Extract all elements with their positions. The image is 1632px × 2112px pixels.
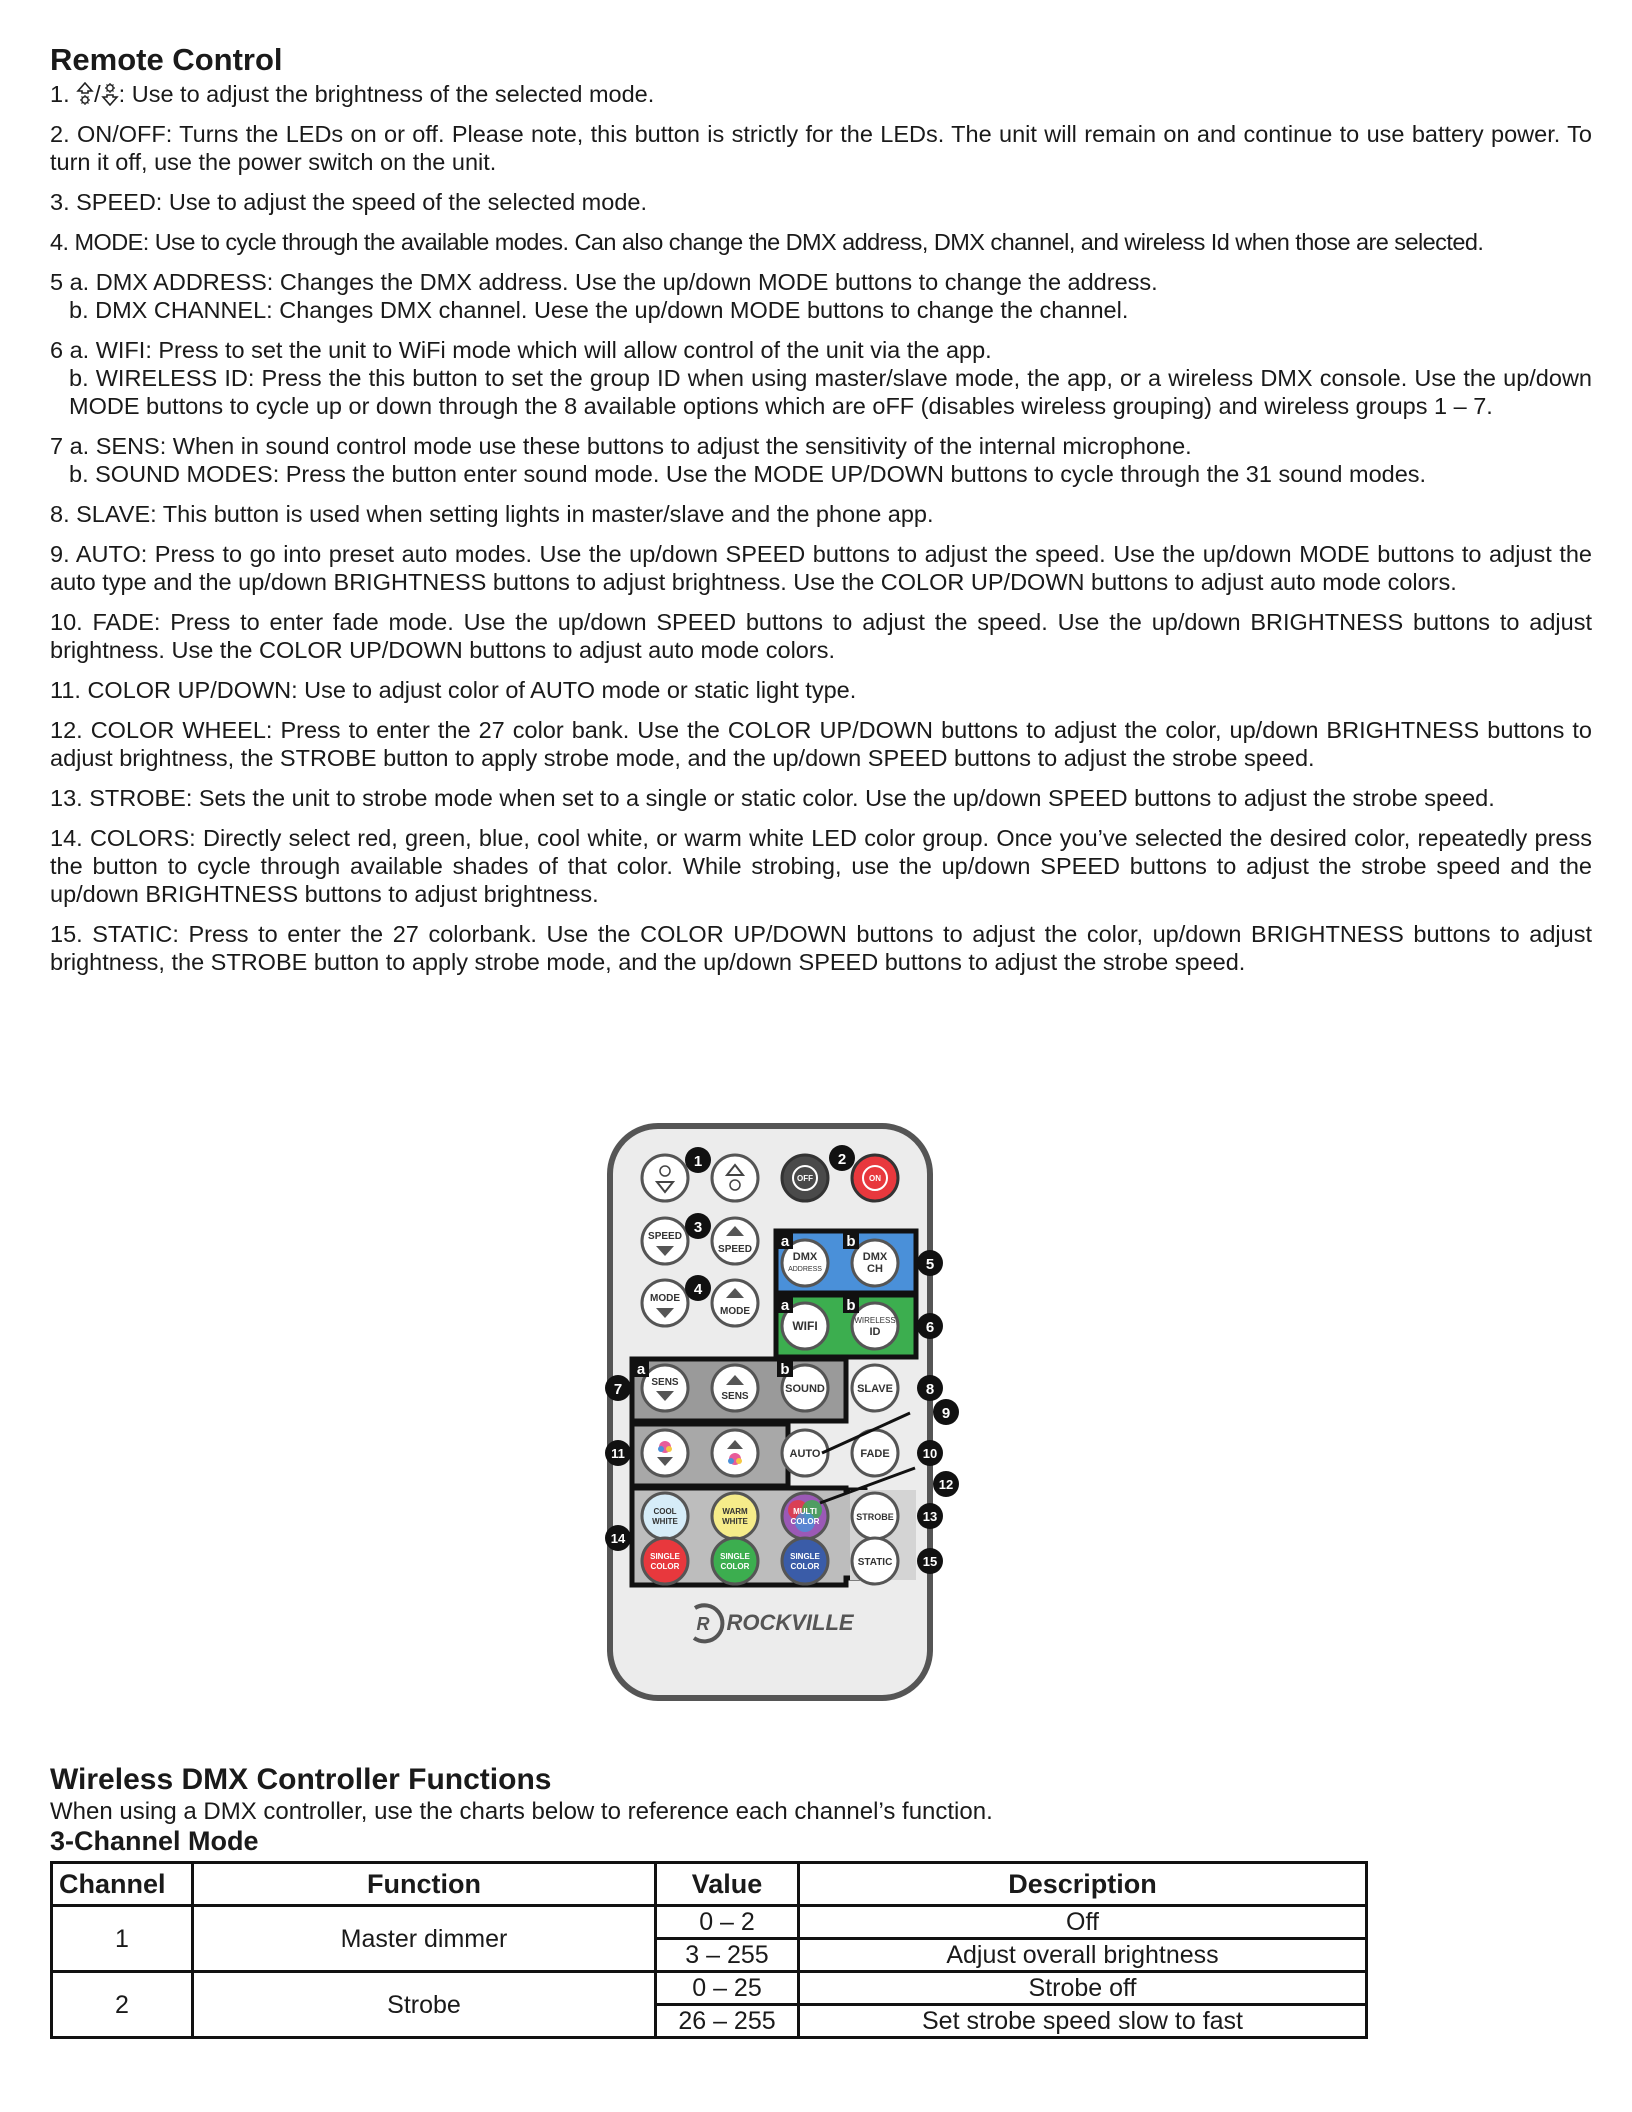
callout-13 [917, 1503, 943, 1529]
list-item-5a: 5 a. DMX ADDRESS: Changes the DMX address. Use the up/down MODE buttons to change the address. [50, 269, 1158, 295]
list-item-5 [50, 268, 1592, 324]
single-green-button[interactable] [712, 1538, 758, 1584]
svg-text:11: 11 [611, 1446, 625, 1461]
svg-text:WHITE: WHITE [652, 1517, 678, 1526]
list-item-3: 3. SPEED: Use to adjust the speed of the selected mode. [50, 189, 647, 215]
list-item-13: 13. STROBE: Sets the unit to strobe mode when set to a single or static color. Use the up/down SPEED buttons to adjust the strobe speed. [50, 785, 1495, 811]
svg-text:SPEED: SPEED [718, 1244, 752, 1255]
list-item-6b: b. WIRELESS ID: Press the this button to set the group ID when using master/slave mode, the app, or a wireless DMX console. Use the up/down MODE buttons to cycle up or down through the 8 available options which are oFF (disables wireless grouping) and wireless groups 1 – 7. [69, 365, 1592, 419]
cell-function: Master dimmer [193, 1906, 656, 1972]
header-function: Function [193, 1863, 656, 1906]
svg-text:14: 14 [610, 1531, 626, 1546]
svg-text:OFF: OFF [797, 1174, 813, 1183]
tag-5b: b [846, 1233, 856, 1250]
cell-description: Set strobe speed slow to fast [799, 2005, 1367, 2038]
list-item-2: 2. ON/OFF: Turns the LEDs on or off. Please note, this button is strictly for the LEDs. The unit will remain on and continue to use battery power. To turn it off, use the power switch on the unit. [50, 121, 1592, 175]
header-value: Value [656, 1863, 799, 1906]
table-header-row [52, 1863, 1367, 1906]
callout-8 [917, 1375, 943, 1401]
svg-text:2: 2 [837, 1151, 847, 1168]
callout-5 [917, 1250, 943, 1276]
cell-description: Strobe off [799, 1972, 1367, 2005]
svg-text:ADDRESS: ADDRESS [788, 1266, 822, 1273]
brightness-down-icon [101, 82, 119, 106]
mode-title: 3-Channel Mode [50, 1826, 259, 1856]
svg-text:7: 7 [613, 1381, 623, 1398]
brightness-up-icon [76, 82, 94, 106]
cell-description: Off [799, 1906, 1367, 1939]
remote-diagram [580, 1108, 980, 1718]
cell-value: 26 – 255 [656, 2005, 799, 2038]
table-row [52, 1906, 1367, 1939]
list-item-7b: b. SOUND MODES: Press the button enter sound mode. Use the MODE UP/DOWN buttons to cycle through the 31 sound modes. [69, 461, 1427, 487]
svg-text:WIRELESS: WIRELESS [854, 1316, 896, 1325]
svg-text:MULTI: MULTI [793, 1507, 817, 1516]
color-down-button[interactable] [642, 1430, 688, 1476]
cell-description: Adjust overall brightness [799, 1939, 1367, 1972]
svg-text:6: 6 [925, 1319, 935, 1336]
svg-text:3: 3 [693, 1219, 703, 1236]
svg-text:SPEED: SPEED [648, 1231, 682, 1242]
single-red-button[interactable] [642, 1538, 688, 1584]
list-item-5b: b. DMX CHANNEL: Changes DMX channel. Uese the up/down MODE buttons to change the channel. [69, 297, 1129, 323]
cell-channel: 1 [52, 1906, 193, 1972]
svg-text:13: 13 [922, 1509, 938, 1524]
dmx-channel-table [50, 1861, 1368, 2039]
svg-text:8: 8 [925, 1381, 935, 1398]
callout-7 [605, 1375, 631, 1401]
mode-down-button[interactable] [642, 1280, 688, 1326]
brightness-up-button[interactable] [712, 1155, 758, 1201]
callout-10 [917, 1440, 943, 1466]
svg-text:SOUND: SOUND [785, 1383, 825, 1395]
tag-6a: a [780, 1297, 790, 1314]
svg-text:COLOR: COLOR [650, 1562, 680, 1571]
svg-text:SENS: SENS [721, 1391, 749, 1402]
list-item-14: 14. COLORS: Directly select red, green, blue, cool white, or warm white LED color group. Once you’ve selected the desired color, repeatedly press the button to cycle through available shades of that color. While strobing, use the up/down SPEED buttons to adjust the strobe speed and the up/down BRIGHTNESS buttons to adjust brightness. [50, 825, 1592, 907]
warm-white-button[interactable] [712, 1493, 758, 1539]
list-item-11: 11. COLOR UP/DOWN: Use to adjust color of AUTO mode or static light type. [50, 677, 857, 703]
list-item-9: 9. AUTO: Press to go into preset auto modes. Use the up/down SPEED buttons to adjust the speed. Use the up/down MODE buttons to adjust the auto type and the up/down BRIGHTNESS buttons to adjust brightness. Use the COLOR UP/DOWN buttons to adjust auto mode colors. [50, 541, 1592, 595]
list-item-7a: 7 a. SENS: When in sound control mode use these buttons to adjust the sensitivity of the internal microphone. [50, 433, 1192, 459]
single-blue-button[interactable] [782, 1538, 828, 1584]
svg-text:ON: ON [869, 1174, 881, 1183]
callout-1 [685, 1147, 711, 1173]
callout-2 [829, 1145, 855, 1171]
list-item-6a: 6 a. WIFI: Press to set the unit to WiFi mode which will allow control of the unit via the app. [50, 337, 992, 363]
svg-text:DMX: DMX [792, 1251, 818, 1263]
svg-text:4: 4 [693, 1281, 703, 1298]
svg-text:COOL: COOL [653, 1507, 677, 1516]
svg-text:SINGLE: SINGLE [790, 1552, 820, 1561]
list-item-6 [50, 336, 1592, 420]
svg-text:CH: CH [867, 1263, 883, 1275]
svg-text:STROBE: STROBE [856, 1512, 894, 1522]
svg-text:ID: ID [869, 1326, 881, 1338]
cell-value: 0 – 2 [656, 1906, 799, 1939]
svg-text:10: 10 [922, 1446, 938, 1461]
header-description: Description [799, 1863, 1367, 1906]
mode-up-button[interactable] [712, 1280, 758, 1326]
list-item-4: 4. MODE: Use to cycle through the available modes. Can also change the DMX address, DMX channel, and wireless Id when those are selected. [50, 229, 1484, 255]
callout-12 [933, 1471, 959, 1497]
callout-15 [917, 1548, 943, 1574]
svg-text:9: 9 [941, 1405, 951, 1422]
on-button[interactable] [852, 1155, 898, 1201]
auto-button[interactable] [782, 1430, 828, 1476]
cell-value: 3 – 255 [656, 1939, 799, 1972]
strobe-button[interactable] [852, 1493, 898, 1539]
callout-9 [933, 1399, 959, 1425]
svg-text:DMX: DMX [862, 1251, 888, 1263]
svg-text:COLOR: COLOR [790, 1562, 820, 1571]
header-channel: Channel [52, 1863, 193, 1906]
callout-4 [685, 1275, 711, 1301]
static-button[interactable] [852, 1538, 898, 1584]
svg-text:WIFI: WIFI [792, 1319, 818, 1333]
svg-text:12: 12 [938, 1477, 954, 1492]
callout-11 [605, 1440, 631, 1466]
svg-text:MODE: MODE [650, 1293, 680, 1304]
callout-6 [917, 1313, 943, 1339]
svg-text:ROCKVILLE: ROCKVILLE [726, 1610, 854, 1635]
off-button[interactable] [782, 1155, 828, 1201]
list-item-12: 12. COLOR WHEEL: Press to enter the 27 color bank. Use the COLOR UP/DOWN buttons to adjust the color, up/down BRIGHTNESS buttons to adjust brightness, the STROBE button to apply strobe mode, and the up/down SPEED buttons to adjust the strobe speed. [50, 717, 1592, 771]
list-item-7 [50, 432, 1592, 488]
svg-text:1: 1 [693, 1153, 703, 1170]
cell-value: 0 – 25 [656, 1972, 799, 2005]
brightness-down-button[interactable] [642, 1155, 688, 1201]
svg-text:R: R [696, 1614, 710, 1634]
dmx-section-intro: When using a DMX controller, use the charts below to reference each channel’s function. [50, 1798, 993, 1825]
svg-text:15: 15 [922, 1554, 938, 1569]
svg-text:SENS: SENS [651, 1377, 679, 1388]
color-up-button[interactable] [712, 1430, 758, 1476]
cell-function: Strobe [193, 1972, 656, 2038]
svg-text:WARM: WARM [722, 1507, 748, 1516]
svg-text:SLAVE: SLAVE [857, 1383, 893, 1395]
slash-separator: / [94, 81, 101, 107]
tag-5a: a [780, 1233, 790, 1250]
list-item-10: 10. FADE: Press to enter fade mode. Use the up/down SPEED buttons to adjust the speed. Use the up/down BRIGHTNESS buttons to adjust brightness. Use the COLOR UP/DOWN buttons to adjust auto mode colors. [50, 609, 1592, 663]
tag-7a: a [636, 1361, 646, 1378]
speed-up-button[interactable] [712, 1218, 758, 1264]
cell-channel: 2 [52, 1972, 193, 2038]
svg-text:MODE: MODE [720, 1306, 750, 1317]
cool-white-button[interactable] [642, 1493, 688, 1539]
list-item-1: 1. / : Use to adjust the brightness of the selected mode. [50, 81, 655, 107]
list-item-8: 8. SLAVE: This button is used when setting lights in master/slave and the phone app. [50, 501, 934, 527]
slave-button[interactable] [852, 1365, 898, 1411]
svg-text:COLOR: COLOR [720, 1562, 750, 1571]
multi-color-button[interactable] [782, 1493, 828, 1539]
svg-text:5: 5 [925, 1256, 935, 1273]
remote-control-section [50, 42, 1592, 988]
svg-text:STATIC: STATIC [857, 1557, 893, 1568]
dmx-section [50, 1763, 1592, 2039]
section-title: Remote Control [50, 42, 283, 77]
svg-text:WHITE: WHITE [722, 1517, 748, 1526]
list-item-15: 15. STATIC: Press to enter the 27 colorbank. Use the COLOR UP/DOWN buttons to adjust the color, up/down BRIGHTNESS buttons to adjust brightness, the STROBE button to apply strobe mode, and the up/down SPEED buttons to adjust the strobe speed. [50, 921, 1592, 975]
svg-text:COLOR: COLOR [790, 1517, 820, 1526]
dmx-section-title: Wireless DMX Controller Functions [50, 1763, 552, 1796]
table-row [52, 1972, 1367, 2005]
tag-7b: b [780, 1361, 790, 1378]
svg-text:SINGLE: SINGLE [720, 1552, 750, 1561]
sens-up-button[interactable] [712, 1365, 758, 1411]
svg-text:FADE: FADE [860, 1448, 890, 1460]
svg-text:AUTO: AUTO [789, 1448, 821, 1460]
svg-text:SINGLE: SINGLE [650, 1552, 680, 1561]
callout-14 [605, 1525, 631, 1551]
tag-6b: b [846, 1297, 856, 1314]
speed-down-button[interactable] [642, 1218, 688, 1264]
callout-3 [685, 1213, 711, 1239]
